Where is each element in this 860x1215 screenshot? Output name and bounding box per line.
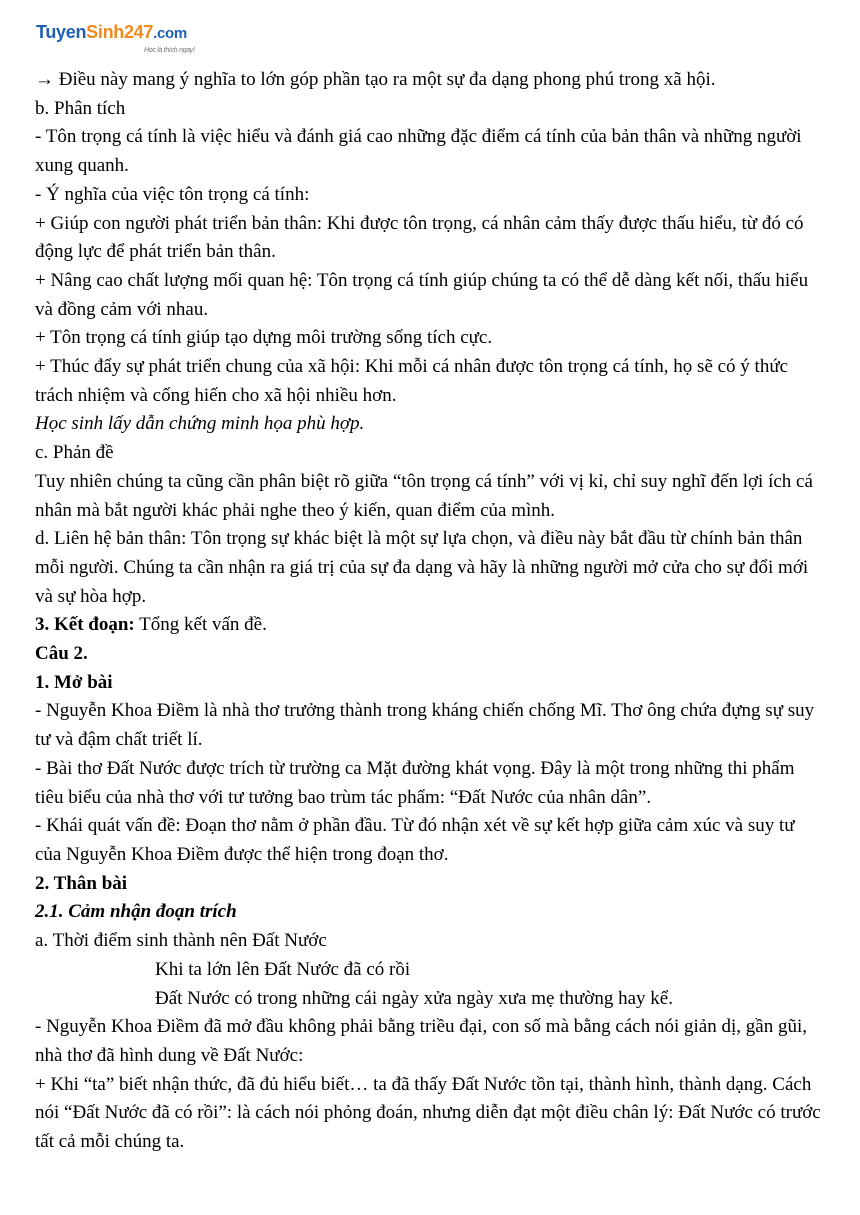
conclusion-text: Tổng kết vấn đề. [134,614,267,636]
section-heading-mo-bai: 1. Mở bài [35,671,113,693]
document-body [35,66,825,1157]
conclusion-line [35,611,825,640]
paragraph: + Tôn trọng cá tính giúp tạo dựng môi trường sống tích cực. [35,327,493,349]
logo-text-domain: .com [153,25,187,42]
logo-tagline: Học là thích ngay! [144,47,195,54]
paragraph: - Khái quát vấn đề: Đoạn thơ nằm ở phần đầu. Từ đó nhận xét về sự kết hợp giữa cảm xúc và suy tư của Nguyễn Khoa Điềm được thể hiện trong đoạn thơ. [35,815,795,865]
paragraph: + Khi “ta” biết nhận thức, đã đủ hiểu biết… ta đã thấy Đất Nước tồn tại, thành hình, thành dạng. Cách nói “Đất Nước đã có rồi”: là cách nói phỏng đoán, nhưng diễn đạt một điều chân lý: Đất Nước có trước tất cả mỗi chúng ta. [35,1073,821,1153]
paragraph: a. Thời điểm sinh thành nên Đất Nước [35,930,327,952]
section-heading-c: c. Phản đề [35,442,114,464]
paragraph: - Nguyễn Khoa Điềm đã mở đầu không phải bằng triều đại, con số mà bằng cách nói giản dị, gần gũi, nhà thơ đã hình dung về Đất Nước: [35,1016,807,1066]
logo-text-sinh247: Sinh247 [86,22,154,42]
poem-line: Đất Nước có trong những cái ngày xửa ngày xưa mẹ thường hay kể. [155,987,673,1009]
paragraph: + Giúp con người phát triển bản thân: Khi được tôn trọng, cá nhân cảm thấy được thấu hiểu, từ đó có động lực để phát triển bản thân. [35,212,804,263]
conclusion-heading: 3. Kết đoạn: [35,614,135,636]
paragraph: - Bài thơ Đất Nước được trích từ trường ca Mặt đường khát vọng. Đây là một trong những thi phẩm tiêu biểu của nhà thơ với tư tưởng bao trùm tác phẩm: “Đất Nước của nhân dân”. [35,757,795,808]
paragraph: + Thúc đẩy sự phát triển chung của xã hội: Khi mỗi cá nhân được tôn trọng cá tính, họ sẽ có ý thức trách nhiệm và cống hiến cho xã hội nhiều hơn. [35,356,789,406]
section-heading-than-bai: 2. Thân bài [35,872,128,894]
subsection-heading: 2.1. Cảm nhận đoạn trích [35,901,237,923]
poem-line: Khi ta lớn lên Đất Nước đã có rồi [155,958,411,980]
paragraph: - Nguyễn Khoa Điềm là nhà thơ trưởng thành trong kháng chiến chống Mĩ. Thơ ông chứa đựng sự suy tư và đậm chất triết lí. [35,700,815,751]
paragraph: - Ý nghĩa của việc tôn trọng cá tính: [35,183,310,205]
paragraph: → Điều này mang ý nghĩa to lớn góp phần tạo ra một sự đa dạng phong phú trong xã hội. [35,69,716,90]
italic-note: Học sinh lấy dẫn chứng minh họa phù hợp. [35,413,365,435]
paragraph: + Nâng cao chất lượng mối quan hệ: Tôn trọng cá tính giúp chúng ta có thể dễ dàng kết nối, thấu hiểu và đồng cảm với nhau. [35,269,809,320]
paragraph: - Tôn trọng cá tính là việc hiểu và đánh giá cao những đặc điểm cá tính của bản thân và những người xung quanh. [35,126,802,177]
question-heading: Câu 2. [35,643,88,665]
site-logo[interactable] [36,22,195,54]
paragraph: Tuy nhiên chúng ta cũng cần phân biệt rõ giữa “tôn trọng cá tính” với vị kỉ, chỉ suy nghĩ đến lợi ích cá nhân mà bắt người khác phải nghe theo ý kiến, quan điểm của mình. [35,470,813,521]
logo-text-tuyen: Tuyen [36,22,87,42]
section-heading-b: b. Phân tích [35,97,126,119]
paragraph: d. Liên hệ bản thân: Tôn trọng sự khác biệt là một sự lựa chọn, và điều này bắt đầu từ chính bản thân mỗi người. Chúng ta cần nhận ra giá trị của sự đa dạng và hãy là những người mở cửa cho sự đổi mới và sự hòa hợp. [35,528,809,607]
